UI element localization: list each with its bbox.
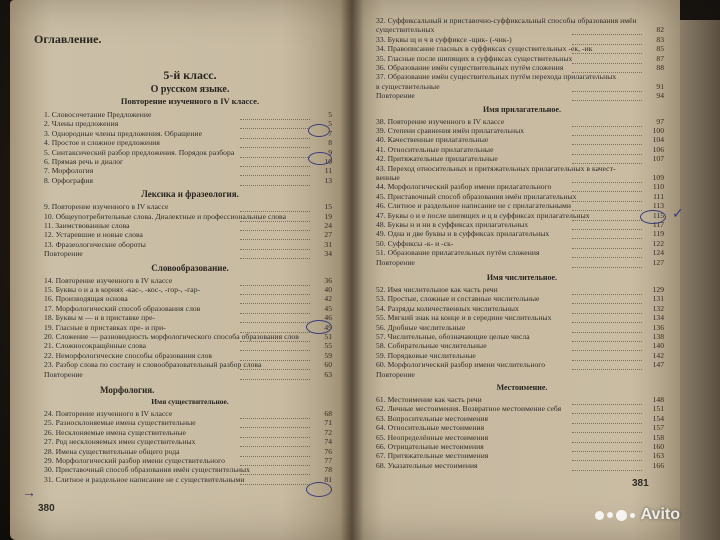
toc-entry xyxy=(40,119,340,128)
toc-entry xyxy=(372,294,672,303)
toc-entry-title: 19. Гласные в приставках пре- и при- xyxy=(44,322,166,332)
toc-entry xyxy=(372,211,672,220)
toc-entry xyxy=(40,202,340,211)
toc-entry xyxy=(40,110,340,119)
toc-entry-page: 5 xyxy=(328,119,332,129)
toc-entry xyxy=(40,456,340,465)
toc-entry-page: 127 xyxy=(652,257,664,267)
toc-entry xyxy=(372,82,672,91)
toc-entry xyxy=(372,16,672,25)
toc-entry xyxy=(40,230,340,239)
toc-entry xyxy=(40,332,340,341)
toc-entry xyxy=(40,276,340,285)
toc-entry xyxy=(372,351,672,360)
toc-entry-page: 49 xyxy=(324,322,332,332)
toc-entry-page: 55 xyxy=(324,341,332,351)
toc-entry-title: 25. Разносклоняемые имена существительные xyxy=(44,418,196,428)
toc-entry-title: 6. Прямая речь и диалог xyxy=(44,157,124,166)
toc-entry xyxy=(372,154,672,163)
toc-entry-title: 48. Буквы н и нн в суффиксах прилагательных xyxy=(376,220,529,229)
toc-entry-title: 8. Орфография xyxy=(44,175,94,185)
toc-entry xyxy=(40,351,340,360)
toc-entry-title: 50. Суффиксы -к- и -ск- xyxy=(376,238,454,248)
toc-entry-page: 154 xyxy=(652,413,664,423)
toc-entry xyxy=(372,304,672,313)
section-heading: Лексика и фразеология. xyxy=(141,189,239,200)
toc-entry xyxy=(372,360,672,369)
toc-entry-page: 111 xyxy=(653,191,664,201)
toc-entry-title: 3. Однородные члены предложения. Обращение xyxy=(44,128,203,138)
toc-entry xyxy=(40,418,340,427)
toc-dot-leader xyxy=(240,475,310,485)
toc-entry-title: 26. Несклоняемые имена существительные xyxy=(44,427,186,437)
toc-entry xyxy=(372,258,672,267)
toc-entry-title: 20. Сложение — разновидность морфологического способа образования слов xyxy=(44,332,299,341)
toc-entry xyxy=(40,409,340,418)
toc-entry-title: 16. Производящая основа xyxy=(44,294,128,304)
toc-entry-title: 34. Правописание гласных в суффиксах существительных -ек, -ик xyxy=(376,44,593,54)
toc-entry xyxy=(40,138,340,147)
toc-entry xyxy=(372,239,672,248)
toc-entry-title: 52. Имя числительное как часть речи xyxy=(376,285,498,294)
toc-entry-page: 115 xyxy=(652,210,664,220)
toc-entry-title: 62. Личные местоимения. Возвратное местоимение себя xyxy=(376,404,562,414)
toc-entry-title: 61. Местоимение как часть речи xyxy=(376,395,482,404)
toc-entry-page: 131 xyxy=(652,294,664,304)
toc-entry-title: 15. Буквы о и а в корнях -кас-, -кос-, -гор-, -гар- xyxy=(44,285,201,294)
toc-entry-title: 27. Род несклоняемых имен существительных xyxy=(44,437,196,447)
toc-entry-title: 30. Приставочный способ образования имён существительных xyxy=(44,465,250,475)
toc-entry xyxy=(372,135,672,144)
toc-entry-page: 13 xyxy=(324,175,332,185)
pen-arrow-mark: → xyxy=(22,486,36,501)
toc-entry-title: 38. Повторение изученного в IV классе xyxy=(376,116,505,126)
toc-entry xyxy=(372,451,672,460)
toc-entry-title: 13. Фразеологические обороты xyxy=(44,239,146,249)
toc-entry xyxy=(40,465,340,474)
toc-entry-page: 46 xyxy=(324,313,332,323)
toc-entry-title: 58. Собирательные числительные xyxy=(376,341,487,351)
toc-entry-page: 11 xyxy=(324,166,332,176)
toc-entry-page: 138 xyxy=(652,332,664,341)
toc-entry xyxy=(40,447,340,456)
toc-entry-page: 77 xyxy=(324,456,332,465)
toc-entry-title: 65. Неопределённые местоимения xyxy=(376,432,489,442)
toc-entry-page: 72 xyxy=(324,427,332,437)
toc-entry xyxy=(372,192,672,201)
avito-logo-icon xyxy=(595,510,635,521)
toc-entry xyxy=(372,182,672,191)
toc-entry xyxy=(40,437,340,446)
toc-entry-page: 74 xyxy=(324,437,332,447)
toc-entry-page: 106 xyxy=(652,144,664,154)
toc-entry-page: 97 xyxy=(656,116,664,126)
left-page-number: 380 xyxy=(38,503,55,514)
toc-entry-page: 82 xyxy=(656,25,664,35)
toc-entry-page: 158 xyxy=(652,432,664,442)
section-heading: Словообразование. xyxy=(151,262,229,273)
toc-entry xyxy=(40,166,340,175)
toc-entry xyxy=(372,201,672,210)
toc-entry xyxy=(372,164,672,173)
toc-entry-page: 42 xyxy=(324,294,332,304)
toc-entry-page: 104 xyxy=(652,135,664,145)
toc-entry-page: 10 xyxy=(324,157,332,166)
toc-entry-title: 17. Морфологический способ образования слов xyxy=(44,303,201,313)
toc-entry-page: 110 xyxy=(652,182,664,192)
toc-entry xyxy=(372,91,672,100)
toc-entry-page: 124 xyxy=(652,248,664,258)
toc-entry-page: 88 xyxy=(656,63,664,72)
toc-entry-page: 27 xyxy=(324,230,332,240)
pen-circle-mark xyxy=(308,152,332,165)
toc-entry-title: 57. Числительные, обозначающие целые числа xyxy=(376,332,530,341)
toc-entry-title: 14. Повторение изученного в IV классе xyxy=(44,275,173,285)
toc-entry-title: 32. Суффиксальный и приставочно-суффиксальный способы образования имён xyxy=(376,16,637,25)
toc-dot-leader xyxy=(240,370,310,380)
toc-entry-title: 66. Отрицательные местоимения xyxy=(376,442,484,451)
toc-entry-page: 71 xyxy=(324,418,332,428)
toc-entry-title: 4. Простое и сложное предложения xyxy=(44,138,160,148)
toc-entry xyxy=(372,461,672,470)
toc-entry-page: 81 xyxy=(324,474,332,484)
toc-entry-page: 122 xyxy=(652,238,664,248)
toc-entry xyxy=(372,395,672,404)
toc-entry xyxy=(40,212,340,221)
toc-entry-page: 148 xyxy=(652,395,664,404)
toc-entry-title: 56. Дробные числительные xyxy=(376,322,466,332)
toc-entry-page: 59 xyxy=(324,350,332,360)
toc-entry-title: 9. Повторение изученного в IV классе xyxy=(44,202,169,212)
toc-entry xyxy=(372,323,672,332)
toc-entry xyxy=(40,341,340,350)
toc-entry xyxy=(372,423,672,432)
avito-watermark xyxy=(595,506,680,524)
toc-entry-title: 60. Морфологический разбор имени числительного xyxy=(376,360,546,370)
toc-entry xyxy=(372,35,672,44)
toc-dot-leader xyxy=(572,258,642,268)
toc-entry-title: 64. Относительные местоимения xyxy=(376,423,485,433)
toc-entry-page: 31 xyxy=(324,239,332,249)
toc-dot-leader xyxy=(572,91,642,101)
grade-heading: 5-й класс. xyxy=(163,68,217,82)
toc-entry-title: 54. Разряды количественных числительных xyxy=(376,303,519,313)
right-page-number: 381 xyxy=(632,478,649,489)
toc-entry-title: 22. Неморфологические способы образования слов xyxy=(44,350,213,360)
toc-entry-title: 63. Вопросительные местоимения xyxy=(376,413,489,423)
toc-entry-title: 41. Относительные прилагательные xyxy=(376,144,494,154)
toc-entry-title: Повторение xyxy=(376,91,415,101)
toc-entry xyxy=(372,285,672,294)
toc-entry-page: 63 xyxy=(324,369,332,379)
toc-dot-leader xyxy=(240,249,310,259)
toc-entry xyxy=(40,157,340,166)
toc-entry-title: Повторение xyxy=(376,369,415,379)
toc-entry-title: 55. Мягкий знак на конце и в середине числительных xyxy=(376,313,552,323)
toc-entry-page: 157 xyxy=(652,423,664,433)
toc-entry-page: 76 xyxy=(324,446,332,456)
toc-entry xyxy=(372,229,672,238)
toc-entry-title: 29. Морфологический разбор имени существительного xyxy=(44,456,225,465)
toc-entry xyxy=(372,173,672,182)
toc-entry-title: 5. Синтаксический разбор предложения. Порядок разбора xyxy=(44,147,235,157)
toc-entry-page: 151 xyxy=(652,404,664,414)
toc-entry-page: 94 xyxy=(656,91,664,101)
toc-entry xyxy=(40,176,340,185)
toc-entry xyxy=(372,145,672,154)
toc-entry xyxy=(372,117,672,126)
toc-entry xyxy=(40,249,340,258)
toc-entry xyxy=(40,360,340,369)
toc-entry-title: 18. Буквы м — н в приставке пре- xyxy=(44,313,156,323)
toc-entry-title: существительных xyxy=(376,25,435,35)
toc-dot-leader xyxy=(572,461,642,471)
toc-entry-page: 163 xyxy=(652,451,664,461)
toc-entry-title: 45. Приставочный способ образования имён прилагательных xyxy=(376,191,577,201)
toc-entry-title: 37. Образование имён существительных путём перехода прилагательных xyxy=(376,72,617,82)
toc-entry-title: венные xyxy=(376,173,400,182)
pen-check-mark: ✓ xyxy=(672,207,684,222)
toc-entry xyxy=(40,304,340,313)
toc-entry xyxy=(40,148,340,157)
toc-entry-page: 142 xyxy=(652,350,664,360)
subsection-heading: Имя существительное. xyxy=(151,397,229,406)
toc-entry-page: 132 xyxy=(652,303,664,313)
toc-entry xyxy=(372,220,672,229)
toc-entry-page: 45 xyxy=(324,303,332,313)
toc-entry xyxy=(372,44,672,53)
toc-entry xyxy=(40,370,340,379)
toc-entry-page: 136 xyxy=(652,322,664,332)
toc-entry-page: 51 xyxy=(324,332,332,341)
toc-entry-title: 39. Степени сравнения имён прилагательных xyxy=(376,126,525,135)
section-heading: О русском языке. xyxy=(150,84,230,95)
toc-entry-title: Повторение xyxy=(376,257,415,267)
toc-entry-page: 15 xyxy=(324,202,332,212)
toc-entry xyxy=(372,332,672,341)
toc-entry-page: 83 xyxy=(656,34,664,44)
toc-entry xyxy=(40,323,340,332)
subsection-heading: Повторение изученного в IV классе. xyxy=(120,96,260,106)
toc-entry-title: 49. Одна и две буквы н в суффиксах прилагательных xyxy=(376,229,550,239)
toc-entry-page: 68 xyxy=(324,409,332,418)
toc-entry-page: 107 xyxy=(652,154,664,164)
toc-entry-page: 19 xyxy=(324,211,332,221)
toc-title: Оглавление. xyxy=(34,32,102,46)
toc-entry xyxy=(372,370,672,379)
toc-dot-leader xyxy=(240,176,310,186)
toc-entry xyxy=(40,240,340,249)
toc-entry-page: 60 xyxy=(324,360,332,370)
toc-entry-page: 5 xyxy=(328,110,332,119)
pen-circle-mark xyxy=(640,210,666,224)
toc-entry-title: 12. Устаревшие и новые слова xyxy=(44,230,143,240)
toc-entry-page: 134 xyxy=(652,313,664,323)
toc-entry-title: 23. Разбор слова по составу и словообразовательный разбор слова xyxy=(44,360,262,370)
toc-entry xyxy=(372,414,672,423)
toc-entry-title: 59. Порядковые числительные xyxy=(376,350,476,360)
toc-entry-title: 7. Морфология xyxy=(44,166,94,176)
toc-entry-title: 35. Гласные после шипящих в суффиксах существительных xyxy=(376,53,573,63)
toc-entry-title: 24. Повторение изученного в IV классе xyxy=(44,409,173,418)
toc-entry-page: 160 xyxy=(652,442,664,451)
toc-entry-title: 40. Качественные прилагательные xyxy=(376,135,489,145)
toc-entry-title: 51. Образование прилагательных путём сложения xyxy=(376,248,540,258)
toc-entry-page: 147 xyxy=(652,360,664,370)
pen-circle-mark xyxy=(306,482,332,497)
toc-entry-title: 11. Заимствованные слова xyxy=(44,221,130,230)
subsection-heading: Имя числительное. xyxy=(486,273,558,282)
toc-entry-page: 8 xyxy=(328,138,332,148)
pen-circle-mark xyxy=(308,124,330,137)
toc-entry-page: 85 xyxy=(656,44,664,54)
toc-entry xyxy=(372,433,672,442)
toc-entry-page: 7 xyxy=(328,128,332,138)
toc-entry xyxy=(40,129,340,138)
toc-entry-page: 78 xyxy=(324,465,332,475)
toc-entry-page: 24 xyxy=(324,221,332,230)
toc-entry xyxy=(40,428,340,437)
toc-entry xyxy=(372,63,672,72)
toc-entry-title: Повторение xyxy=(44,249,83,259)
toc-entry-title: 67. Притяжательные местоимения xyxy=(376,451,489,461)
toc-entry xyxy=(40,294,340,303)
toc-entry-title: 46. Слитное и раздельное написание не с прилагательными xyxy=(376,201,571,211)
toc-entry-page: 36 xyxy=(324,275,332,285)
toc-entry xyxy=(40,313,340,322)
toc-entry-title: 28. Имена существительные общего рода xyxy=(44,446,180,456)
watermark-text: Avito xyxy=(640,506,680,523)
toc-entry-page: 166 xyxy=(652,460,664,470)
toc-entry-page: 34 xyxy=(324,249,332,259)
toc-entry-title: 68. Указательные местоимения xyxy=(376,460,478,470)
toc-entry-page: 91 xyxy=(656,81,664,91)
toc-entry-page: 100 xyxy=(652,126,664,135)
toc-entry-title: 33. Буквы щ и ч в суффиксе -щик- (-чик-) xyxy=(376,34,512,44)
toc-entry xyxy=(372,126,672,135)
pen-circle-mark xyxy=(306,320,332,334)
toc-entry-page: 117 xyxy=(652,220,664,229)
toc-entry xyxy=(372,341,672,350)
section-heading: Морфология. xyxy=(100,385,155,395)
toc-entry-page: 113 xyxy=(652,201,664,211)
toc-entry xyxy=(40,221,340,230)
toc-entry-page: 140 xyxy=(652,341,664,351)
toc-entry-title: 31. Слитное и раздельное написание не с существительными xyxy=(44,474,245,484)
book-edge xyxy=(680,20,720,540)
toc-entry-title: Повторение xyxy=(44,369,83,379)
subsection-heading: Имя прилагательное. xyxy=(483,104,561,114)
toc-entry-title: 44. Морфологический разбор имени прилагательного xyxy=(376,182,552,192)
toc-entry-page: 129 xyxy=(652,285,664,294)
toc-entry xyxy=(372,54,672,63)
toc-entry-title: 1. Словосочетание Предложение xyxy=(44,110,152,119)
toc-entry-title: 47. Буквы о и е после шипящих и ц в суффиксах прилагательных xyxy=(376,210,590,220)
toc-entry xyxy=(40,475,340,484)
toc-entry xyxy=(372,248,672,257)
toc-entry-title: в существительные xyxy=(376,81,440,91)
toc-entry xyxy=(372,404,672,413)
toc-entry-title: 42. Притяжательные прилагательные xyxy=(376,154,498,164)
toc-entry-page: 119 xyxy=(652,229,664,239)
toc-entry-title: 2. Члены предложения xyxy=(44,119,119,129)
toc-entry-title: 53. Простые, сложные и составные числительные xyxy=(376,294,540,304)
toc-entry xyxy=(372,442,672,451)
subsection-heading: Местоимение. xyxy=(496,383,548,392)
toc-entry xyxy=(372,313,672,322)
toc-entry-title: 21. Сложносокращённые слова xyxy=(44,341,147,351)
toc-entry-title: 36. Образование имён существительных путём сложения xyxy=(376,63,564,72)
toc-entry xyxy=(372,25,672,34)
toc-entry xyxy=(40,285,340,294)
toc-entry-page: 9 xyxy=(328,147,332,157)
toc-entry-title: 43. Переход относительных и притяжательных прилагательных в качест- xyxy=(376,163,616,173)
toc-entry-page: 109 xyxy=(652,173,664,182)
toc-entry xyxy=(372,72,672,81)
book-gutter xyxy=(340,0,364,540)
toc-entry-page: 87 xyxy=(656,53,664,63)
toc-entry-title: 10. Общеупотребительные слова. Диалектные и профессиональные слова xyxy=(44,211,287,221)
toc-entry-page: 40 xyxy=(324,285,332,294)
